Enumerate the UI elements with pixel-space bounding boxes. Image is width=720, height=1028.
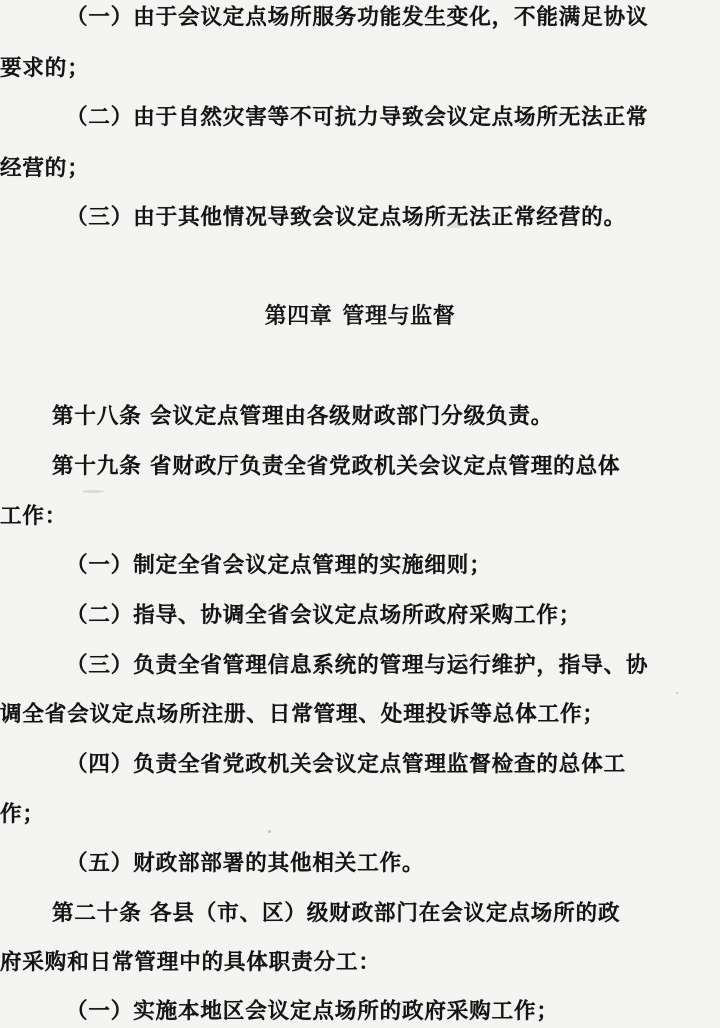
article-line: 作； — [0, 802, 45, 827]
article-19: 第十九条 省财政厅负责全省党政机关会议定点管理的总体 — [52, 454, 621, 479]
clause-line: （二）由于自然灾害等不可抗力导致会议定点场所无法正常 — [66, 105, 649, 130]
article-item: （一）实施本地区会议定点场所的政府采购工作； — [66, 999, 559, 1024]
article-item: （三）负责全省管理信息系统的管理与运行维护，指导、协 — [66, 653, 649, 678]
scan-speck — [82, 490, 104, 493]
scan-speck — [446, 222, 464, 228]
clause-line: 要求的； — [0, 56, 90, 81]
article-item: （四）负责全省党政机关会议定点管理监督检查的总体工 — [66, 752, 627, 777]
article-20: 第二十条 各县（市、区）级财政部门在会议定点场所的政 — [52, 901, 621, 926]
article-line: 府采购和日常管理中的具体职责分工： — [0, 950, 381, 975]
chapter-number: 第四章 — [264, 304, 333, 329]
chapter-heading — [0, 302, 720, 332]
scan-speck — [676, 692, 678, 694]
clause-line: （一）由于会议定点场所服务功能发生变化，不能满足协议 — [66, 5, 649, 30]
scan-speck — [268, 830, 271, 833]
article-item: （五）财政部部署的其他相关工作。 — [66, 851, 425, 876]
article-item: （二）指导、协调全省会议定点场所政府采购工作； — [66, 603, 582, 628]
article-line: 调全省会议定点场所注册、日常管理、处理投诉等总体工作； — [0, 702, 605, 727]
article-line: 工作： — [0, 504, 68, 529]
article-18: 第十八条 会议定点管理由各级财政部门分级负责。 — [52, 404, 554, 429]
clause-line: 经营的； — [0, 156, 90, 181]
article-item: （一）制定全省会议定点管理的实施细则； — [66, 553, 492, 578]
chapter-title: 管理与监督 — [342, 304, 456, 329]
clause-line: （三）由于其他情况导致会议定点场所无法正常经营的。 — [66, 205, 627, 230]
